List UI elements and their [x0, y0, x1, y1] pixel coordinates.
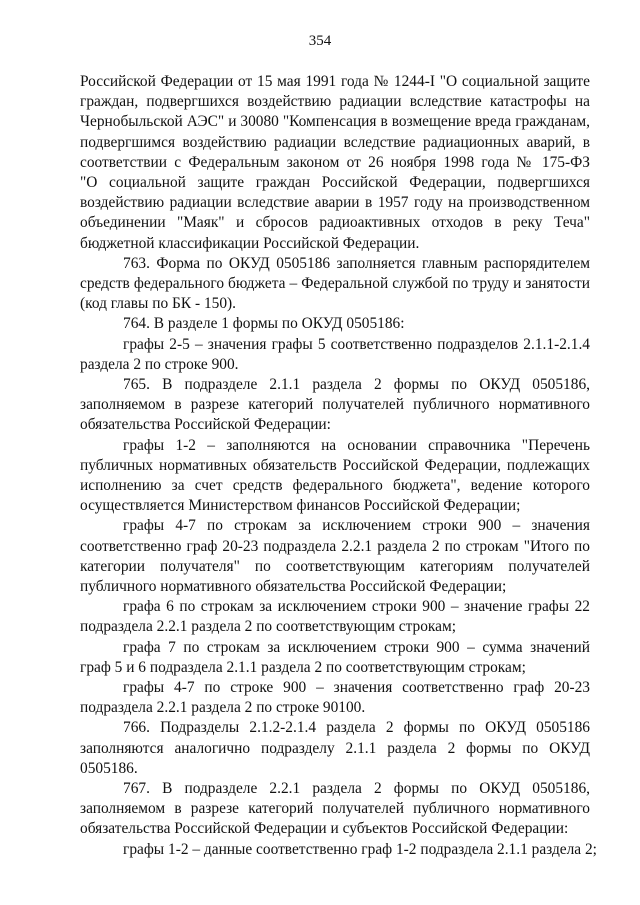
text-line: исполнению за счет средств федерального бюджета", ведение которого — [80, 477, 590, 494]
text-line: графы 1-2 – данные соответственно граф 1-2 подраздела 2.1.1 раздела 2; — [123, 840, 597, 858]
text-line: графы 4-7 по строке 900 – значения соответственно граф 20-23 — [123, 679, 590, 696]
text-line: обязательства Российской Федерации: — [80, 416, 331, 434]
text-line: публичных нормативных обязательств Российской Федерации, подлежащих — [80, 456, 590, 474]
text-line: заполняемом в разрезе категорий получателей публичного нормативного — [80, 396, 590, 414]
text-line: публичного нормативного обязательства Российской Федерации; — [80, 578, 507, 595]
text-line: граждан, подвергшихся воздействию радиации вследствие катастрофы на — [80, 93, 590, 111]
page-number: 354 — [308, 33, 332, 49]
text-line: Российской Федерации от 15 мая 1991 года № 1244-I "О социальной защите — [80, 73, 590, 90]
text-line: обязательства Российской Федерации и субъектов Российской Федерации: — [80, 820, 569, 838]
text-line: графы 4-7 по строкам за исключением строки 900 – значения — [123, 517, 590, 535]
text-line: 765. В подразделе 2.1.1 раздела 2 формы по ОКУД 0505186, — [123, 376, 590, 393]
text-line: (код главы по БК - 150). — [80, 295, 237, 313]
text-line: подраздела 2.2.1 раздела 2 по строке 90100. — [80, 699, 366, 717]
text-line: заполняемом в разрезе категорий получателей публичного нормативного — [80, 800, 590, 818]
text-line: графа 7 по строкам за исключением строки 900 – сумма значений — [123, 638, 590, 656]
text-line: 763. Форма по ОКУД 0505186 заполняется главным распорядителем — [123, 254, 590, 272]
text-line: объединении "Маяк" и сбросов радиоактивных отходов в реку Теча" — [80, 214, 590, 232]
text-line: граф 5 и 6 подраздела 2.1.1 раздела 2 по соответствующим строкам; — [80, 658, 526, 676]
text-line: категории получателя" по соответствующим категориям получателей — [80, 557, 590, 575]
text-line: средств федерального бюджета – Федеральной службой по труду и занятости — [80, 275, 590, 292]
text-line: Чернобыльской АЭС" и 30080 "Компенсация в возмещение вреда гражданам, — [80, 113, 590, 131]
text-line: графы 1-2 – заполняются на основании справочника "Перечень — [123, 436, 590, 454]
text-line: 767. В подразделе 2.2.1 раздела 2 формы по ОКУД 0505186, — [123, 780, 590, 797]
text-line: раздела 2 по строке 900. — [80, 355, 239, 373]
text-line: бюджетной классификации Российской Федерации. — [80, 234, 420, 252]
text-line: 0505186. — [80, 759, 138, 777]
text-line: "О социальной защите граждан Российской Федерации, подвергшихся — [80, 174, 590, 191]
text-line: подвергшимся воздействию радиации вследствие радиационных аварий, в — [80, 133, 590, 151]
text-line: графа 6 по строкам за исключением строки 900 – значение графы 22 — [123, 598, 590, 616]
text-line: заполняются аналогично подразделу 2.1.1 раздела 2 формы по ОКУД — [80, 739, 590, 757]
text-line: 766. Подразделы 2.1.2-2.1.4 раздела 2 формы по ОКУД 0505186 — [123, 719, 590, 737]
text-line: графы 2-5 – значения графы 5 соответственно подразделов 2.1.1-2.1.4 — [123, 335, 590, 353]
text-line: подраздела 2.2.1 раздела 2 по соответствующим строкам; — [80, 618, 457, 636]
text-line: осуществляется Министерством финансов Российской Федерации; — [80, 497, 521, 515]
text-line: воздействию радиации вследствие аварии в 1957 году на производственном — [80, 194, 590, 212]
text-line: соответственно граф 20-23 подраздела 2.2.1 раздела 2 по строкам "Итого по — [80, 537, 590, 555]
text-line: 764. В разделе 1 формы по ОКУД 0505186: — [123, 315, 405, 333]
text-line: соответствии с Федеральным законом от 26 ноября 1998 года № 175-ФЗ — [80, 153, 590, 171]
